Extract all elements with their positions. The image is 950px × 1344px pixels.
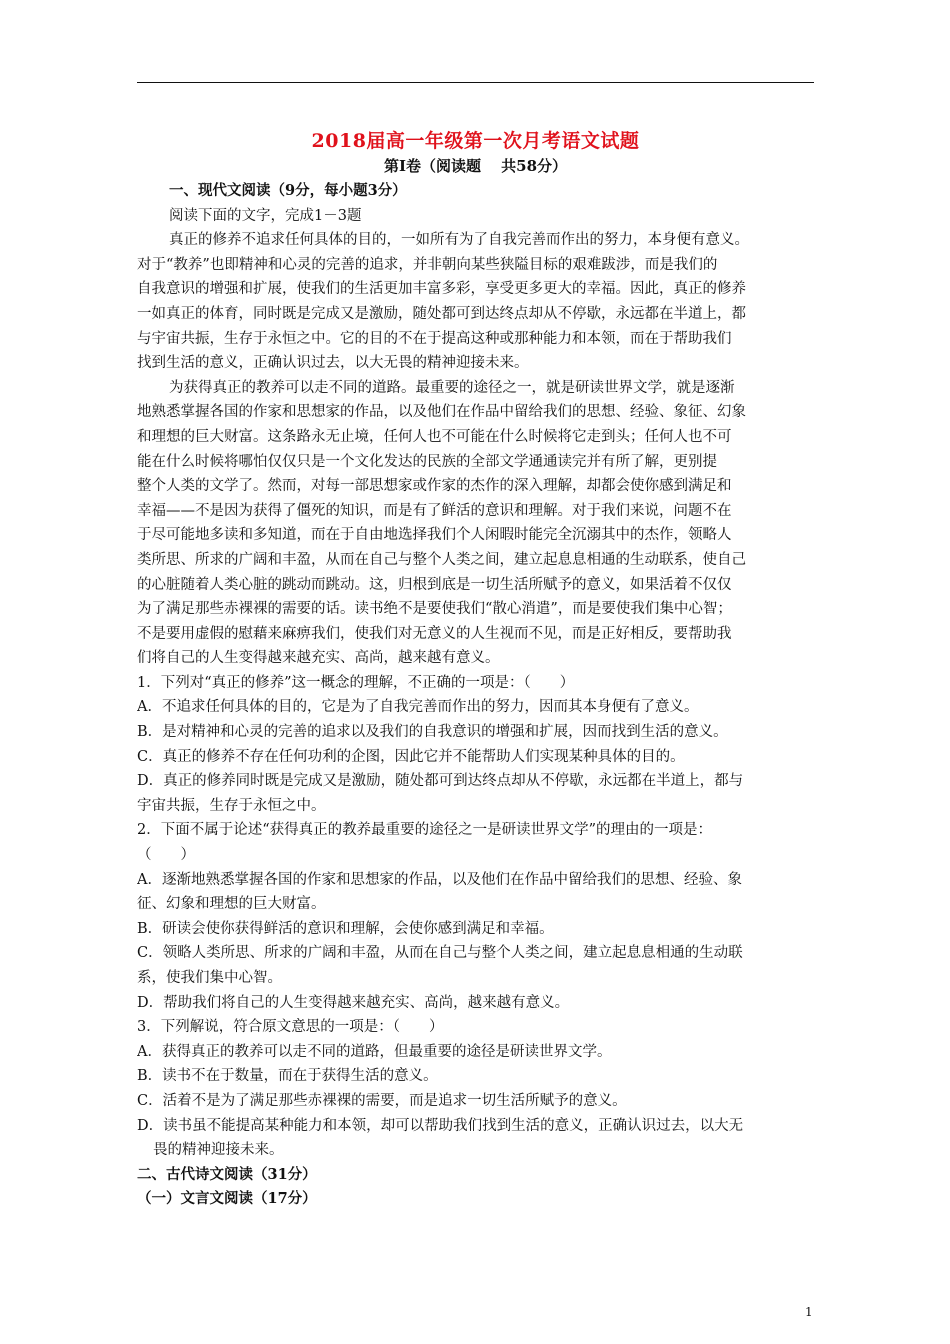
subsection-heading: （一）文言文阅读（17分）	[137, 1190, 317, 1208]
passage-line: 类所思、所求的广阔和丰盈，从而在自己与整个人类之间，建立起息息相通的生动联系，使自己	[137, 551, 746, 568]
passage-line: 地熟悉掌握各国的作家和思想家的作品，以及他们在作品中留给我们的思想、经验、象征、幻象	[137, 404, 746, 421]
answer-option-continued: 畏的精神迎接未来。	[153, 1142, 284, 1159]
answer-option: B．研读会使你获得鲜活的意识和理解，会使你感到满足和幸福。	[137, 920, 554, 937]
question-stem: 3．下列解说，符合原文意思的一项是：（ ）	[137, 1019, 444, 1036]
header-rule	[137, 82, 814, 83]
passage-line: 找到生活的意义，正确认识过去，以大无畏的精神迎接未来。	[137, 355, 529, 372]
question-stem: 2．下面不属于论述“获得真正的教养最重要的途径之一是研读世界文学”的理由的一项是：	[137, 822, 713, 839]
passage-line: 于尽可能地多读和多知道，而在于自由地选择我们个人闲暇时能完全沉溺其中的杰作，领略人	[137, 527, 732, 544]
passage-line: 真正的修养不追求任何具体的目的，一如所有为了自我完善而作出的努力，本身便有意义。	[169, 232, 749, 249]
answer-option: D．帮助我们将自己的人生变得越来越充实、高尚，越来越有意义。	[137, 994, 570, 1011]
passage-line: 们将自己的人生变得越来越充实、高尚，越来越有意义。	[137, 650, 500, 667]
passage-line: 与宇宙共振，生存于永恒之中。它的目的不在于提高这种或那种能力和本领，而在于帮助我们	[137, 330, 732, 347]
question-stem-continued: （ ）	[137, 847, 195, 864]
passage-line: 对于“教养”也即精神和心灵的完善的追求，并非朝向某些狭隘目标的艰难跋涉，而是我们的	[137, 256, 718, 273]
instruction-line: 阅读下面的文字，完成1－3题	[169, 207, 362, 224]
section-heading: 一、现代文阅读（9分，每小题3分）	[169, 182, 407, 199]
passage-line: 为了满足那些赤裸裸的需要的话。读书绝不是要使我们“散心消遣”，而是要使我们集中心智；	[137, 601, 732, 618]
answer-option: A．逐渐地熟悉掌握各国的作家和思想家的作品，以及他们在作品中留给我们的思想、经验、象	[137, 871, 742, 888]
answer-option: C．活着不是为了满足那些赤裸裸的需要，而是追求一切生活所赋予的意义。	[137, 1092, 627, 1109]
answer-option: A．获得真正的教养可以走不同的道路，但最重要的途径是研读世界文学。	[137, 1043, 612, 1060]
answer-option: D．读书虽不能提高某种能力和本领，却可以帮助我们找到生活的意义，正确认识过去，以大无	[137, 1117, 744, 1134]
exam-title: 2018届高一年级第一次月考语文试题	[311, 130, 640, 152]
passage-line: 的心脏随着人类心脏的跳动而跳动。这，归根到底是一切生活所赋予的意义，如果活着不仅仅	[137, 576, 732, 593]
answer-option-continued: 征、幻象和理想的巨大财富。	[137, 896, 326, 913]
passage-line: 自我意识的增强和扩展，使我们的生活更加丰富多彩，享受更多更大的幸福。因此，真正的修养	[137, 281, 746, 298]
answer-option-continued: 宇宙共振，生存于永恒之中。	[137, 797, 326, 814]
page-number: 1	[805, 1305, 813, 1319]
answer-option: D．真正的修养同时既是完成又是激励，随处都可到达终点却从不停歇，永远都在半道上，都与	[137, 773, 744, 790]
passage-line: 为获得真正的教养可以走不同的道路。最重要的途径之一，就是研读世界文学，就是逐渐	[169, 379, 735, 396]
answer-option: C．真正的修养不存在任何功利的企图，因此它并不能帮助人们实现某种具体的目的。	[137, 748, 685, 765]
section-heading: 二、古代诗文阅读（31分）	[137, 1165, 317, 1183]
document-body	[137, 179, 817, 1212]
answer-option: B．读书不在于数量，而在于获得生活的意义。	[137, 1068, 438, 1085]
question-stem: 1．下列对“真正的修养”这一概念的理解，不正确的一项是：（ ）	[137, 674, 575, 691]
passage-line: 整个人类的文学了。然而，对每一部思想家或作家的杰作的深入理解，却都会使你感到满足和	[137, 478, 732, 495]
answer-option-continued: 系，使我们集中心智。	[137, 970, 282, 986]
passage-line: 一如真正的体育，同时既是完成又是激励，随处都可到达终点却从不停歇，永远都在半道上，都	[137, 305, 746, 322]
passage-line: 能在什么时候将哪怕仅仅只是一个文化发达的民族的全部文学通通读完并有所了解，更别提	[137, 453, 717, 470]
answer-option: A．不追求任何具体的目的，它是为了自我完善而作出的努力，因而其本身便有了意义。	[137, 699, 699, 716]
passage-line: 和理想的巨大财富。这条路永无止境，任何人也不可能在什么时候将它走到头；任何人也不可	[137, 428, 732, 445]
passage-line: 不是要用虚假的慰藉来麻痹我们，使我们对无意义的人生视而不见，而是正好相反，要帮助我	[137, 625, 732, 642]
answer-option: B．是对精神和心灵的完善的追求以及我们的自我意识的增强和扩展，因而找到生活的意义。	[137, 724, 728, 741]
answer-option: C．领略人类所思、所求的广阔和丰盈，从而在自己与整个人类之间，建立起息息相通的生动联	[137, 945, 743, 962]
passage-line: 幸福——不是因为获得了僵死的知识，而是有了鲜活的意识和理解。对于我们来说，问题不在	[137, 502, 732, 519]
section-subtitle: 第Ⅰ卷（阅读题 共58分）	[383, 157, 568, 175]
